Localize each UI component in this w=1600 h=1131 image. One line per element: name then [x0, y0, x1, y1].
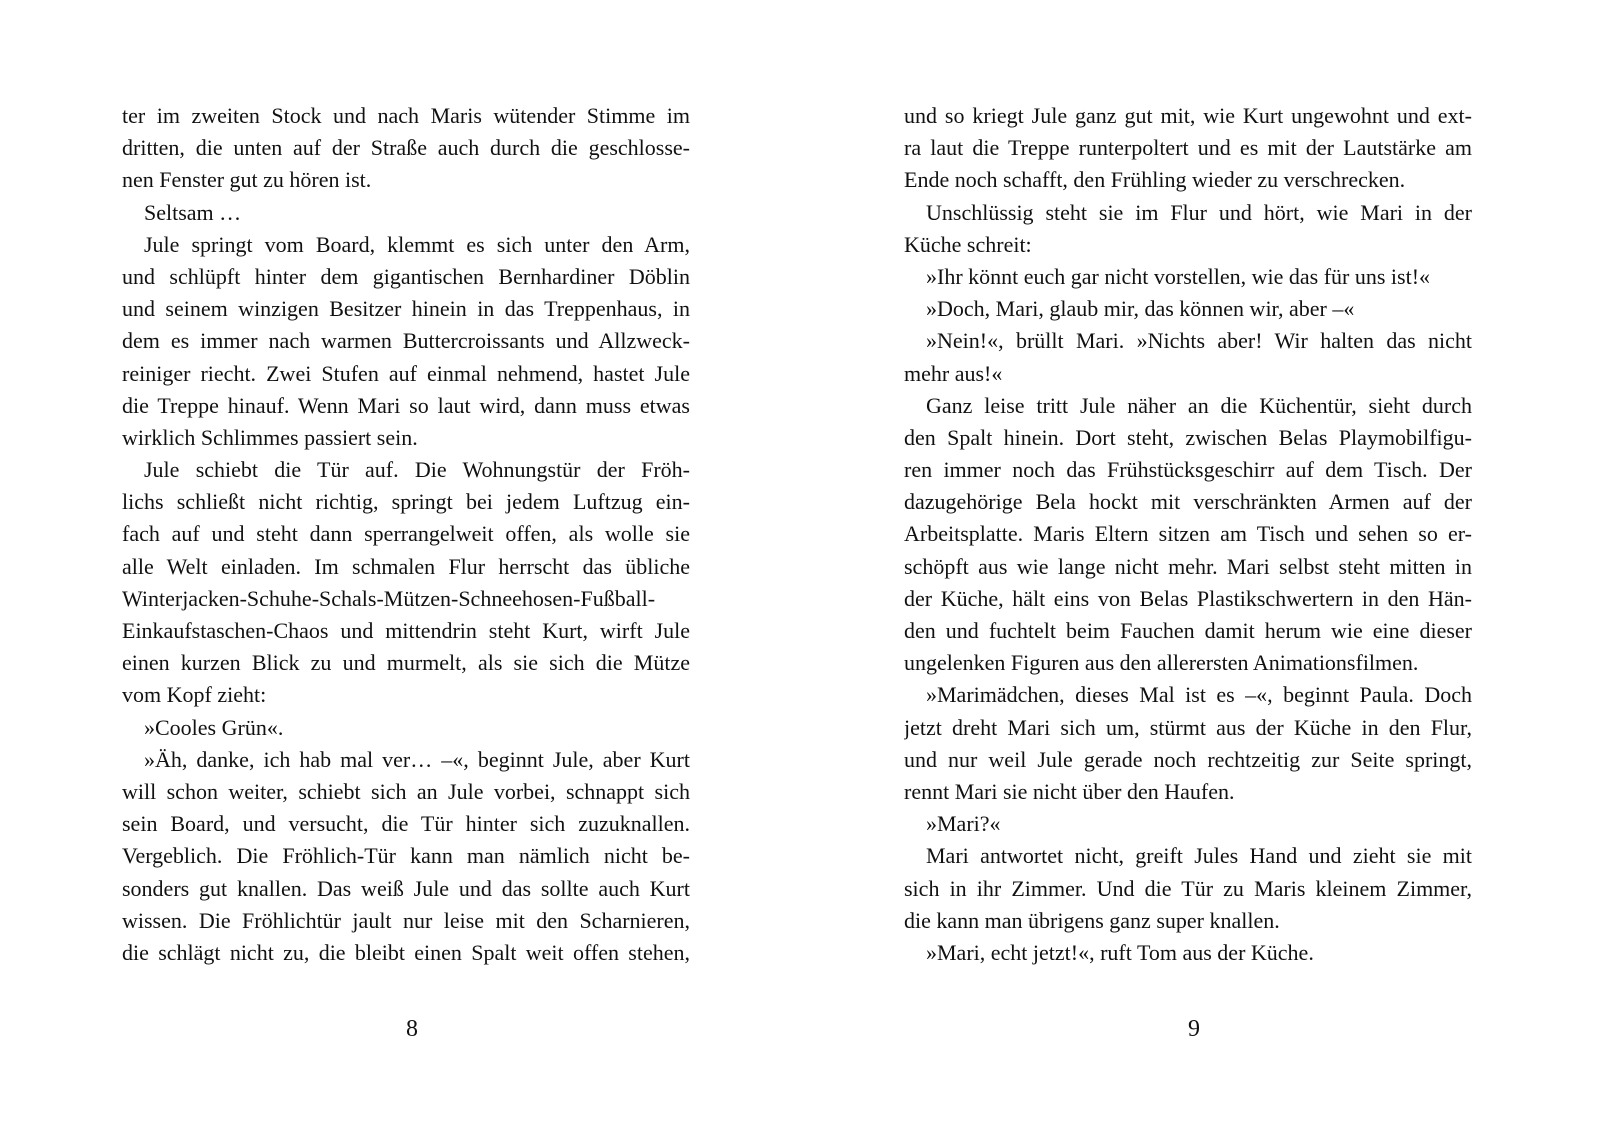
text-line: und so kriegt Jule ganz gut mit, wie Kurt ungewohnt und ext-	[904, 103, 1472, 128]
text-line: Ganz leise tritt Jule näher an die Küchentür, sieht durch	[926, 392, 1472, 418]
text-line: mehr aus!«	[904, 360, 1003, 386]
text-line: vom Kopf zieht:	[122, 682, 267, 708]
text-line: ter im zweiten Stock und nach Maris wütender Stimme im	[122, 103, 690, 128]
text-line: die kann man übrigens ganz super knallen.	[904, 907, 1280, 933]
text-line: Winterjacken-Schuhe-Schals-Mützen-Schneehosen-Fußball-	[122, 585, 656, 611]
text-line: die schlägt nicht zu, die bleibt einen Spalt weit offen stehen,	[122, 939, 690, 965]
text-line: sein Board, und versucht, die Tür hinter sich zuzuknallen.	[122, 811, 690, 837]
text-line: Küche schreit:	[904, 231, 1032, 257]
text-line: jetzt dreht Mari sich um, stürmt aus der Küche in den Flur,	[904, 714, 1472, 740]
page-number-left: 8	[406, 1016, 418, 1042]
text-line: Arbeitsplatte. Maris Eltern sitzen am Tisch und sehen so er-	[904, 521, 1472, 547]
text-line: »Ihr könnt euch gar nicht vorstellen, wie das für uns ist!«	[926, 263, 1431, 289]
text-line: lichs schließt nicht richtig, springt bei jedem Luftzug ein-	[122, 489, 690, 515]
text-line: den und fuchtelt beim Fauchen damit herum wie eine dieser	[904, 618, 1472, 643]
text-line: »Doch, Mari, glaub mir, das können wir, aber –«	[926, 296, 1355, 322]
text-line: Jule schiebt die Tür auf. Die Wohnungstür der Fröh-	[144, 457, 690, 483]
text-line: fach auf und steht dann sperrangelweit offen, als wolle sie	[122, 521, 690, 547]
text-line: einen kurzen Blick zu und murmelt, als sie sich die Mütze	[122, 650, 690, 676]
text-line: Mari antwortet nicht, greift Jules Hand und zieht sie mit	[926, 843, 1472, 869]
text-line: reiniger riecht. Zwei Stufen auf einmal nehmend, hastet Jule	[122, 360, 690, 386]
text-line: rennt Mari sie nicht über den Haufen.	[904, 778, 1235, 804]
text-line: wissen. Die Fröhlichtür jault nur leise mit den Scharnieren,	[122, 907, 690, 933]
text-line: »Cooles Grün«.	[144, 714, 284, 740]
text-line: will schon weiter, schiebt sich an Jule vorbei, schnappt sich	[122, 778, 690, 804]
text-line: und schlüpft hinter dem gigantischen Bernhardiner Döblin	[122, 263, 690, 289]
text-line: dazugehörige Bela hockt mit verschränkten Armen auf der	[904, 489, 1472, 515]
text-line: Ende noch schafft, den Frühling wieder zu verschrecken.	[904, 167, 1406, 193]
text-line: der Küche, hält eins von Belas Plastikschwertern in den Hän-	[904, 585, 1472, 611]
text-line: sonders gut knallen. Das weiß Jule und das sollte auch Kurt	[122, 875, 690, 901]
text-line: Seltsam …	[144, 199, 242, 225]
text-line: alle Welt einladen. Im schmalen Flur herrscht das übliche	[122, 553, 690, 579]
text-line: dritten, die unten auf der Straße auch durch die geschlosse-	[122, 135, 690, 161]
text-line: und nur weil Jule gerade noch rechtzeitig zur Seite springt,	[904, 746, 1472, 772]
text-line: nen Fenster gut zu hören ist.	[122, 167, 372, 193]
text-line: Unschlüssig steht sie im Flur und hört, wie Mari in der	[926, 199, 1472, 225]
text-line: die Treppe hinauf. Wenn Mari so laut wird, dann muss etwas	[122, 392, 690, 418]
text-line: »Mari, echt jetzt!«, ruft Tom aus der Küche.	[926, 939, 1314, 965]
text-line: »Äh, danke, ich hab mal ver… –«, beginnt Jule, aber Kurt	[144, 746, 690, 772]
text-line: Vergeblich. Die Fröhlich-Tür kann man nämlich nicht be-	[122, 843, 690, 869]
text-line: sich in ihr Zimmer. Und die Tür zu Maris kleinem Zimmer,	[904, 875, 1472, 901]
text-line: schöpft aus wie lange nicht mehr. Mari selbst steht mitten in	[904, 553, 1472, 579]
text-line: »Nein!«, brüllt Mari. »Nichts aber! Wir halten das nicht	[926, 328, 1472, 354]
text-line: Einkaufstaschen-Chaos und mittendrin steht Kurt, wirft Jule	[122, 618, 690, 643]
text-line: Jule springt vom Board, klemmt es sich unter den Arm,	[144, 231, 690, 257]
text-line: dem es immer nach warmen Buttercroissants und Allzweck-	[122, 328, 690, 354]
text-line: ren immer noch das Frühstücksgeschirr auf dem Tisch. Der	[904, 457, 1472, 483]
left-page-text	[122, 100, 690, 969]
text-line: »Marimädchen, dieses Mal ist es –«, beginnt Paula. Doch	[926, 682, 1472, 708]
page-number-right: 9	[1188, 1016, 1200, 1042]
text-line: wirklich Schlimmes passiert sein.	[122, 424, 418, 450]
text-line: und seinem winzigen Besitzer hinein in das Treppenhaus, in	[122, 296, 690, 322]
text-line: den Spalt hinein. Dort steht, zwischen Belas Playmobilfigu-	[904, 424, 1472, 450]
text-line: ungelenken Figuren aus den allerersten Animationsfilmen.	[904, 650, 1419, 676]
text-line: »Mari?«	[926, 811, 1001, 837]
right-page-text	[904, 100, 1472, 969]
text-line: ra laut die Treppe runterpoltert und es mit der Lautstärke am	[904, 135, 1472, 161]
